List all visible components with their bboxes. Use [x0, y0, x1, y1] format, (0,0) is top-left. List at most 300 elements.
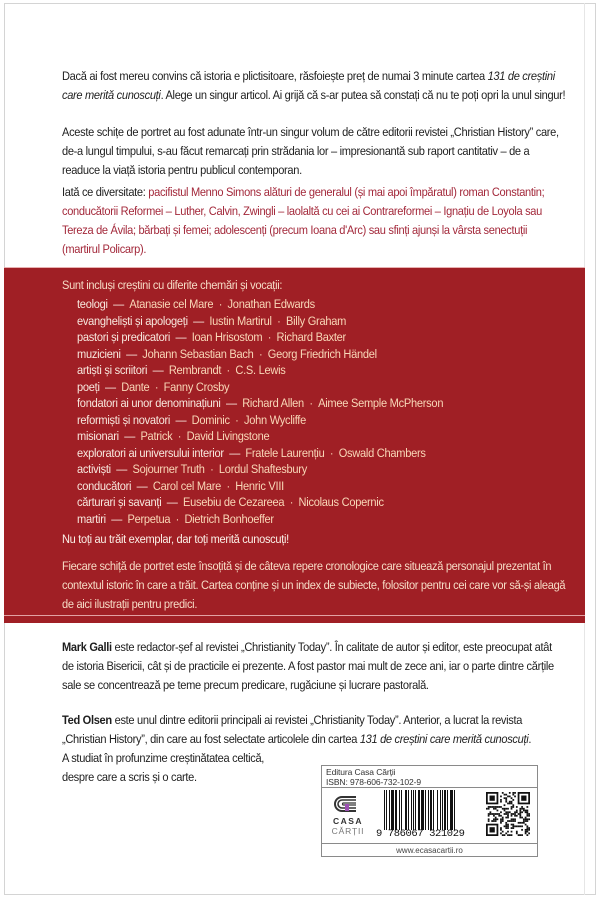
barcode-row — [322, 788, 537, 843]
qr-module — [521, 808, 523, 810]
qr-module — [504, 804, 506, 806]
qr-module — [502, 808, 504, 810]
qr-module — [511, 801, 513, 803]
qr-module — [526, 825, 528, 827]
qr-module — [511, 831, 513, 833]
qr-module — [507, 825, 509, 827]
logo-text-cartii: CĂRȚII — [331, 826, 365, 836]
callings-intro: Sunt incluși creștini cu diferite chemări și vocații: — [62, 278, 283, 292]
qr-module — [490, 811, 492, 813]
dot-separator: · — [289, 495, 294, 509]
dot-separator: · — [177, 429, 182, 443]
qr-module — [516, 831, 518, 833]
person-name: Ioan Hrisostom — [191, 330, 263, 344]
qr-module — [498, 806, 500, 808]
person-name: Billy Graham — [285, 313, 347, 328]
qr-module — [500, 822, 502, 824]
dot-separator: · — [226, 363, 230, 377]
qr-module — [504, 794, 506, 796]
isbn-number: ISBN: 978-606-732-102-9 — [326, 777, 422, 787]
qr-module — [526, 813, 528, 815]
calling-row — [77, 395, 581, 412]
qr-module — [500, 820, 502, 822]
qr-module — [495, 820, 497, 822]
qr-module — [490, 806, 492, 808]
qr-module — [525, 824, 527, 826]
dot-separator: · — [309, 396, 313, 410]
qr-module — [507, 824, 509, 826]
qr-module — [521, 817, 523, 819]
dot-separator: · — [258, 346, 263, 361]
qr-module — [488, 806, 490, 808]
qr-module — [493, 808, 495, 810]
qr-module — [526, 827, 528, 829]
qr-module — [504, 797, 506, 799]
barcode-bars — [384, 790, 474, 830]
qr-module — [516, 811, 518, 813]
em-dash-separator: — — [229, 445, 240, 460]
qr-module — [493, 818, 495, 820]
qr-module — [500, 832, 502, 834]
author-name: Mark Galli — [62, 640, 112, 654]
qr-module — [514, 825, 516, 827]
qr-module — [523, 808, 525, 810]
qr-module — [488, 818, 490, 820]
calling-category: fondatori ai unor denominațiuni — [77, 396, 221, 410]
qr-module — [526, 834, 528, 836]
diversity-examples: pacifistul Menno Simons alături de generalul (și mai apoi împăratul) roman Constantin; conducătorii Reformei – Luther, Calvin, Zwingli – laolaltă cu cei ai Contrareformei – Ignațiu de Loyola sau Tereza de Ávila; bărbați și femei; adolescenți (precum Ioana d'Arc) sau sfinți ajunși la vârsta senectuții (martirul Policarp). — [62, 185, 545, 256]
qr-module — [516, 815, 518, 817]
qr-module — [493, 806, 495, 808]
qr-module — [490, 827, 495, 832]
qr-module — [495, 813, 497, 815]
qr-module — [521, 806, 523, 808]
qr-module — [504, 834, 506, 836]
qr-module — [509, 796, 511, 798]
calling-row — [77, 478, 581, 495]
qr-module — [500, 829, 502, 831]
qr-module — [505, 827, 507, 829]
em-dash-separator: — — [152, 363, 164, 377]
qr-module — [502, 818, 504, 820]
calling-category: poeți — [77, 379, 100, 394]
person-name: Richard Baxter — [276, 330, 346, 344]
dot-separator: · — [329, 445, 334, 460]
index-note-paragraph: Fiecare schiță de portret este însoțită și de câteva repere cronologice care situează personajul prezentat în contextul istoric în care a trăit. Cartea conține și un index de subiecte, folositor pentru cei care vor să-și aleagă de aici ilustrații pentru predici. — [62, 559, 566, 611]
person-name: Georg Friedrich Händel — [267, 346, 377, 361]
qr-module — [526, 815, 528, 817]
qr-module — [523, 810, 525, 812]
qr-module — [491, 820, 493, 822]
qr-module — [500, 818, 502, 820]
qr-module — [493, 815, 495, 817]
qr-module — [518, 822, 520, 824]
qr-module — [505, 822, 507, 824]
qr-module — [516, 810, 518, 812]
person-name: Jonathan Edwards — [227, 297, 315, 311]
qr-module — [507, 803, 509, 805]
person-name: Henric VIII — [235, 478, 284, 493]
qr-module — [525, 820, 527, 822]
dot-separator: · — [175, 511, 180, 526]
qr-module — [521, 829, 523, 831]
qr-module — [511, 818, 513, 820]
punctuation: . — [528, 732, 532, 746]
qr-module — [521, 811, 523, 813]
qr-module — [528, 832, 530, 834]
qr-module — [521, 796, 526, 801]
em-dash-separator: — — [126, 346, 137, 361]
callings-list — [77, 296, 581, 527]
qr-module — [512, 813, 514, 815]
conclusion-line: Nu toți au trăit exemplar, dar toți merită cunoscuți! — [62, 532, 289, 546]
intro-text: Dacă ai fost mereu convins că istoria e plictisitoare, răsfoiește preț de numai 3 minute cartea — [62, 69, 488, 83]
qr-module — [512, 824, 514, 826]
person-name: Aimee Semple McPherson — [318, 396, 444, 410]
person-name: Sojourner Truth — [132, 462, 205, 476]
qr-module — [495, 818, 497, 820]
qr-module — [518, 834, 520, 836]
qr-module — [511, 813, 513, 815]
em-dash-separator: — — [136, 478, 148, 493]
calling-row — [77, 346, 581, 363]
calling-category: teologi — [77, 297, 108, 311]
qr-module — [507, 834, 509, 836]
calling-row — [77, 445, 581, 462]
calling-row — [77, 329, 581, 346]
qr-module — [491, 806, 493, 808]
author-bio-mark-galli — [62, 638, 566, 695]
qr-module — [505, 817, 507, 819]
person-name: David Livingstone — [186, 429, 270, 443]
dot-separator: · — [277, 313, 281, 328]
person-name: Atanasie cel Mare — [129, 297, 214, 311]
qr-module — [507, 820, 509, 822]
qr-module — [512, 818, 514, 820]
qr-module — [498, 815, 500, 817]
qr-module — [502, 831, 504, 833]
qr-module — [518, 813, 520, 815]
qr-module — [523, 820, 525, 822]
publisher-logo — [326, 792, 370, 838]
qr-module — [497, 813, 499, 815]
calling-category: evangheliști și apologeți — [77, 313, 188, 328]
qr-module — [505, 824, 507, 826]
qr-module — [500, 815, 502, 817]
qr-module — [505, 811, 507, 813]
author-bio-text: A studiat în profunzime creștinătatea celtică, — [62, 751, 265, 765]
qr-module — [526, 810, 528, 812]
qr-module — [509, 811, 511, 813]
qr-module — [509, 834, 511, 836]
qr-module — [512, 794, 514, 796]
qr-module — [502, 820, 504, 822]
person-name: John Wycliffe — [243, 412, 307, 427]
qr-module — [511, 803, 513, 805]
author-bio-text: despre care a scris și o carte. — [62, 770, 197, 784]
calling-row — [77, 412, 581, 429]
qr-module — [519, 817, 521, 819]
intro-text-cont: . Alege un singur articol. Ai grijă că s-ar putea să constați că nu te poți opri la unul singur! — [160, 88, 566, 102]
qr-module — [521, 822, 523, 824]
em-dash-separator: — — [111, 511, 123, 526]
qr-module — [490, 796, 495, 801]
qr-module — [507, 831, 509, 833]
qr-module — [497, 818, 499, 820]
calling-row — [77, 494, 581, 511]
calling-row — [77, 461, 581, 478]
calling-category: pastori și predicatori — [77, 330, 171, 344]
qr-module — [511, 815, 513, 817]
person-name: Rembrandt — [168, 363, 222, 377]
qr-module — [514, 796, 516, 798]
qr-module — [528, 818, 530, 820]
calling-row — [77, 511, 581, 528]
person-name: Lordul Shaftesbury — [218, 462, 307, 476]
book-logo-icon — [326, 792, 370, 816]
qr-module — [514, 820, 516, 822]
qr-module — [504, 813, 506, 815]
qr-module — [512, 825, 514, 827]
calling-category: artiști și scriitori — [77, 363, 148, 377]
qr-module — [507, 817, 509, 819]
qr-module — [505, 794, 507, 796]
qr-module — [500, 801, 502, 803]
qr-module — [512, 827, 514, 829]
dot-separator: · — [210, 462, 214, 476]
qr-module — [511, 797, 513, 799]
intro-paragraph-2: Aceste schițe de portret au fost adunate într-un singur volum de către editorii revistei „Christian History” care, de-a lungul timpului, s-au făcut remarcați prin strădania lor – impresionantă sub raport cantitativ – de a readuce la viață istoria pentru publicul contemporan. — [62, 125, 559, 177]
qr-module — [505, 801, 507, 803]
em-dash-separator: — — [175, 330, 187, 344]
qr-module — [498, 813, 500, 815]
qr-module — [495, 808, 497, 810]
em-dash-separator: — — [105, 379, 116, 394]
qr-module — [509, 792, 511, 794]
qr-module — [500, 827, 502, 829]
em-dash-separator: — — [166, 495, 178, 509]
qr-module — [525, 817, 527, 819]
calling-row — [77, 313, 581, 330]
qr-module — [516, 832, 518, 834]
dot-separator: · — [226, 478, 230, 493]
qr-module — [512, 806, 514, 808]
qr-module — [521, 825, 523, 827]
calling-row — [77, 428, 581, 445]
qr-module — [488, 813, 490, 815]
book-title-italic: 131 de creștini care merită cunoscuți — [62, 69, 555, 102]
person-name: Richard Allen — [242, 396, 304, 410]
qr-module — [511, 834, 513, 836]
qr-module — [497, 806, 499, 808]
qr-module — [512, 799, 514, 801]
author-bio-text: este unul dintre editorii principali ai revistei „Christianity Today”. Anterior, a lucrat la revista „Christian History”, din care au fost selectate articolele din cartea — [62, 713, 523, 746]
qr-module — [514, 811, 516, 813]
calling-category: reformiști și novatori — [77, 412, 171, 427]
qr-module — [519, 834, 521, 836]
intro-paragraph-1 — [62, 67, 566, 105]
qr-module — [500, 811, 502, 813]
qr-module — [493, 820, 495, 822]
qr-module — [526, 829, 528, 831]
calling-category: conducători — [77, 478, 132, 493]
qr-module — [504, 825, 506, 827]
qr-module — [525, 810, 527, 812]
qr-code-icon[interactable] — [486, 792, 530, 836]
isbn-barcode-box — [321, 765, 538, 857]
diversity-paragraph — [62, 183, 566, 259]
calling-row — [77, 362, 581, 379]
qr-module — [516, 825, 518, 827]
person-name: Dante — [121, 379, 150, 394]
qr-module — [526, 811, 528, 813]
ean-barcode — [376, 790, 476, 842]
qr-module — [505, 832, 507, 834]
qr-module — [523, 822, 525, 824]
person-name: Patrick — [140, 429, 173, 443]
qr-module — [526, 818, 528, 820]
qr-module — [505, 799, 507, 801]
barcode-digits: 9 786067 321029 — [376, 828, 465, 840]
qr-module — [505, 813, 507, 815]
qr-module — [525, 829, 527, 831]
person-name: Perpetua — [127, 511, 171, 526]
calling-category: misionari — [77, 429, 119, 443]
dot-separator: · — [235, 412, 239, 427]
author-name: Ted Olsen — [62, 713, 112, 727]
person-name: Carol cel Mare — [152, 478, 222, 493]
qr-module — [504, 808, 506, 810]
barcode-bar — [455, 790, 456, 830]
qr-module — [525, 811, 527, 813]
qr-module — [507, 815, 509, 817]
qr-module — [507, 808, 509, 810]
qr-module — [507, 811, 509, 813]
publisher-name: Editura Casa Cărții — [326, 767, 396, 777]
qr-module — [488, 815, 490, 817]
logo-text-casa: CASA — [332, 816, 364, 826]
qr-module — [507, 827, 509, 829]
qr-module — [502, 792, 504, 794]
dot-separator: · — [267, 330, 272, 344]
calling-row — [77, 379, 581, 396]
qr-module — [525, 818, 527, 820]
qr-module — [509, 820, 511, 822]
person-name: Oswald Chambers — [338, 445, 426, 460]
qr-module — [495, 817, 497, 819]
calling-row — [77, 296, 581, 313]
qr-module — [528, 815, 530, 817]
qr-module — [495, 806, 497, 808]
qr-module — [512, 804, 514, 806]
author-bio-text: este redactor-șef al revistei „Christianity Today”. În calitate de autor și editor, este preocupat atât de istoria Bisericii, cât și de practicile ei prezente. A fost pastor mai mult de zece ani, iar o parte dintre cărțile sale se concentrează pe teme precum predicare, rugăciune și lucrare pastorală. — [62, 640, 554, 692]
qr-module — [514, 815, 516, 817]
qr-module — [509, 803, 511, 805]
qr-module — [528, 813, 530, 815]
qr-module — [519, 811, 521, 813]
person-name: Dietrich Bonhoeffer — [184, 511, 274, 526]
person-name: Johann Sebastian Bach — [142, 346, 254, 361]
qr-module — [519, 825, 521, 827]
qr-module — [526, 806, 528, 808]
qr-module — [488, 808, 490, 810]
calling-category: exploratori ai universului interior — [77, 445, 224, 460]
qr-module — [519, 815, 521, 817]
qr-module — [511, 827, 513, 829]
person-name: Fratele Laurențiu — [245, 445, 325, 460]
qr-module — [490, 813, 492, 815]
em-dash-separator: — — [113, 297, 124, 311]
qr-module — [504, 810, 506, 812]
calling-category: cărturari și savanți — [77, 495, 162, 509]
qr-module — [519, 810, 521, 812]
red-band — [4, 268, 585, 623]
qr-module — [512, 820, 514, 822]
dot-separator: · — [218, 297, 223, 311]
calling-category: activiști — [77, 462, 111, 476]
publisher-website-link[interactable]: www.ecasacartii.ro — [322, 843, 537, 856]
qr-module — [500, 796, 502, 798]
qr-module — [507, 813, 509, 815]
qr-module — [502, 834, 504, 836]
qr-module — [514, 792, 516, 794]
qr-module — [493, 813, 495, 815]
person-name: Dominic — [191, 412, 230, 427]
qr-module — [519, 822, 521, 824]
qr-module — [525, 832, 527, 834]
person-name: Eusebiu de Cezareea — [183, 495, 285, 509]
calling-category: martiri — [77, 511, 106, 526]
qr-module — [500, 799, 502, 801]
publisher-info — [322, 766, 537, 788]
person-name: Fanny Crosby — [163, 379, 230, 394]
qr-module — [507, 796, 509, 798]
diversity-lead: Iată ce diversitate: — [62, 185, 149, 199]
qr-module — [511, 806, 513, 808]
qr-module — [505, 797, 507, 799]
em-dash-separator: — — [226, 396, 237, 410]
qr-module — [523, 818, 525, 820]
qr-module — [505, 808, 507, 810]
qr-module — [500, 806, 502, 808]
qr-module — [519, 808, 521, 810]
qr-module — [528, 827, 530, 829]
book-title-italic: 131 de creștini care merită cunoscuți — [359, 732, 529, 746]
qr-module — [491, 813, 493, 815]
qr-module — [526, 831, 528, 833]
qr-module — [519, 813, 521, 815]
qr-module — [486, 808, 488, 810]
qr-module — [521, 834, 523, 836]
band-bottom-rule — [4, 615, 585, 616]
qr-module — [511, 808, 513, 810]
qr-module — [514, 818, 516, 820]
person-name: Iustin Martirul — [209, 313, 272, 328]
person-name: Nicolaus Copernic — [298, 495, 384, 509]
qr-module — [525, 831, 527, 833]
qr-module — [518, 825, 520, 827]
calling-category: muzicieni — [77, 346, 121, 361]
em-dash-separator: — — [193, 313, 204, 328]
qr-module — [511, 824, 513, 826]
em-dash-separator: — — [175, 412, 187, 427]
qr-module — [511, 820, 513, 822]
dot-separator: · — [154, 379, 159, 394]
qr-module — [528, 829, 530, 831]
qr-module — [512, 792, 514, 794]
person-name: C.S. Lewis — [235, 363, 286, 377]
qr-module — [502, 817, 504, 819]
